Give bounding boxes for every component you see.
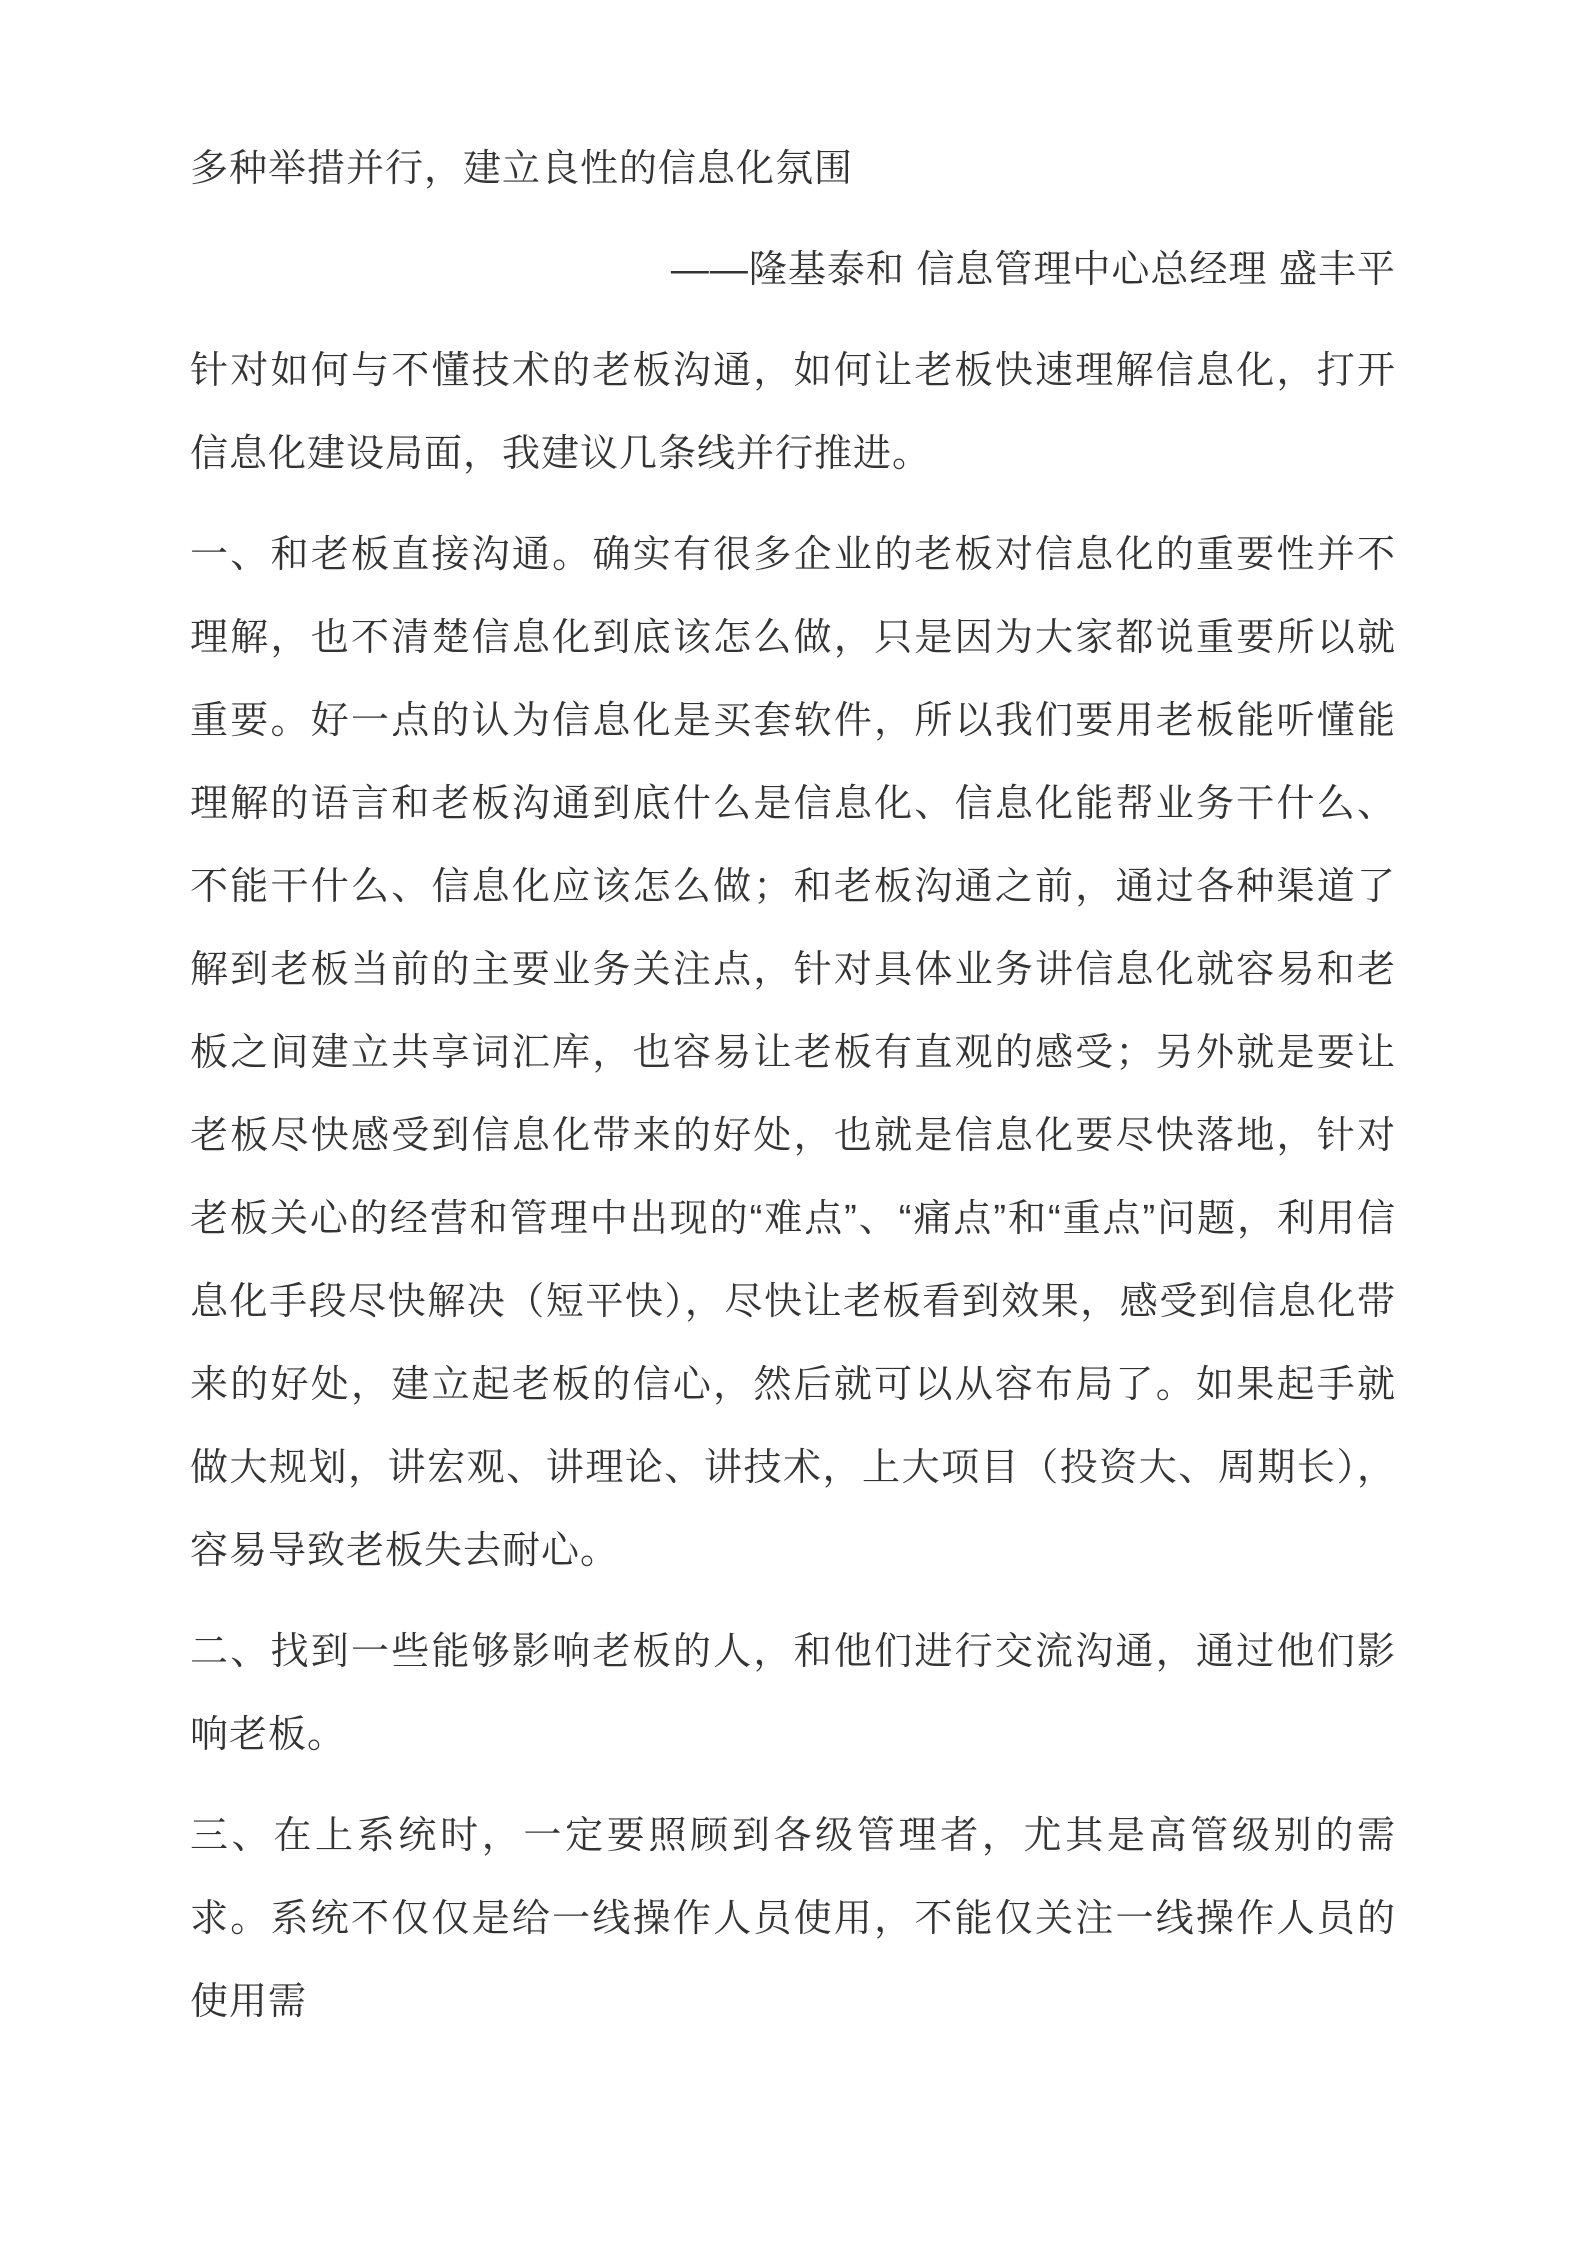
paragraph-point-1: 一、和老板直接沟通。确实有很多企业的老板对信息化的重要性并不理解，也不清楚信息化到底该怎么做，只是因为大家都说重要所以就重要。好一点的认为信息化是买套软件，所以我们要用老板能听懂能理解的语言和老板沟通到底什么是信息化、信息化能帮业务干什么、不能干什么、信息化应该怎么做；和老板沟通之前，通过各种渠道了解到老板当前的主要业务关注点，针对具体业务讲信息化就容易和老板之间建立共享词汇库，也容易让老板有直观的感受；另外就是要让老板尽快感受到信息化带来的好处，也就是信息化要尽快落地，针对老板关心的经营和管理中出现的“难点”、“痛点”和“重点”问题，利用信息化手段尽快解决（短平快），尽快让老板看到效果，感受到信息化带来的好处，建立起老板的信心，然后就可以从容布局了。如果起手就做大规划，讲宏观、讲理论、讲技术，上大项目（投资大、周期长），容易导致老板失去耐心。 <box>190 534 1396 1572</box>
document-byline: ——隆基泰和 信息管理中心总经理 盛丰平 <box>670 249 1396 291</box>
document-title: 多种举措并行，建立良性的信息化氛围 <box>190 148 854 190</box>
paragraph-intro: 针对如何与不懂技术的老板沟通，如何让老板快速理解信息化，打开信息化建设局面，我建议几条线并行推进。 <box>190 350 1396 475</box>
paragraph-point-3: 三、在上系统时，一定要照顾到各级管理者，尤其是高管级别的需求。系统不仅仅是给一线操作人员使用，不能仅关注一线操作人员的使用需 <box>190 1815 1396 2023</box>
paragraph-point-2: 二、找到一些能够影响老板的人，和他们进行交流沟通，通过他们影响老板。 <box>190 1631 1396 1756</box>
